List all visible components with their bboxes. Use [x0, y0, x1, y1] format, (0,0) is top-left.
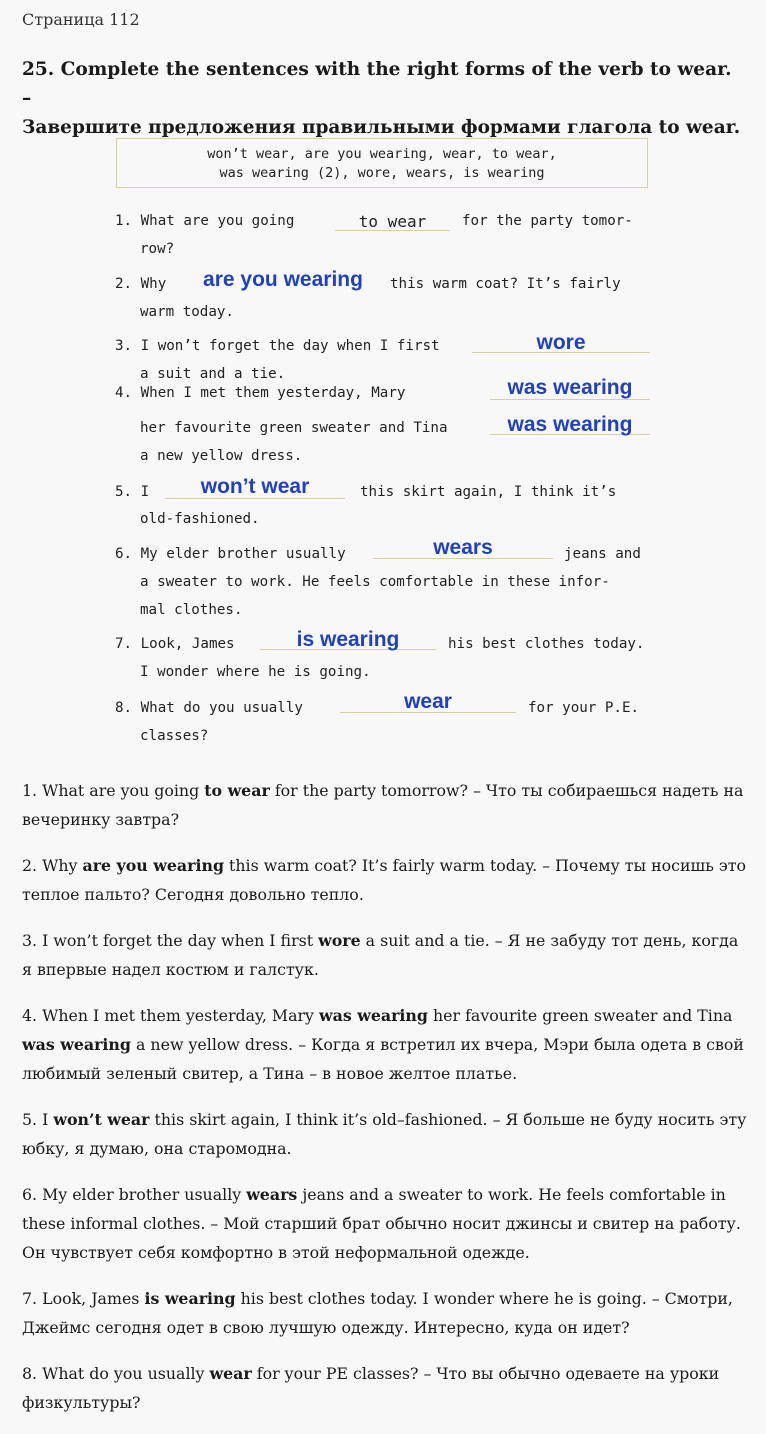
heading-ru: Завершите предложения правильными формами глагола to wear. [22, 117, 741, 138]
s7-part-c: I wonder where he is going. [140, 664, 371, 680]
heading-en: 25. Complete the sentences with the right forms of the verb to wear. – [22, 59, 732, 109]
answer-paragraph-5: 5. I won’t wear this skirt again, I think it’s old–fashioned. – Я больше не буду носить эту юбку, я думаю, она старомодна. [22, 1110, 747, 1158]
answer-5: won’t wear [200, 475, 310, 498]
s4-part-a: 4. When I met them yesterday, Mary [115, 385, 406, 401]
s7-part-b: his best clothes today. [448, 636, 645, 652]
word-box-line-1: won’t wear, are you wearing, wear, to wear, [207, 146, 557, 162]
answer-paragraph-6: 6. My elder brother usually wears jeans and a sweater to work. He feels comfortable in these informal clothes. – Мой старший брат обычно носит джинсы и свитер на работу. Он чувствует себя комфортно в этой неформальной одежде. [22, 1185, 741, 1262]
s6-part-d: mal clothes. [140, 602, 243, 618]
s2-part-a: 2. Why [115, 276, 167, 292]
answer-3: wore [536, 331, 586, 354]
s8-part-c: classes? [140, 728, 209, 744]
page-label: Страница 112 [22, 10, 140, 29]
s4-part-b: her favourite green sweater and Tina [140, 420, 448, 436]
answer-paragraph-4: 4. When I met them yesterday, Mary was wearing her favourite green sweater and Tina was wearing a new yellow dress. – Когда я встретил их вчера, Мэри была одета в свой любимый зеленый свитер, а Тина – в новое желтое платье. [22, 1006, 744, 1083]
s1-part-c: row? [140, 241, 175, 257]
s6-part-a: 6. My elder brother usually [115, 546, 346, 562]
s6-part-b: jeans and [564, 546, 641, 562]
s8-part-b: for your P.E. [528, 700, 640, 716]
s5-part-c: old-fashioned. [140, 511, 260, 527]
s5-part-b: this skirt again, I think it’s [360, 484, 617, 500]
answer-8: wear [404, 690, 452, 713]
s7-part-a: 7. Look, James [115, 636, 235, 652]
answers-list [22, 776, 752, 1434]
answer-paragraph-8: 8. What do you usually wear for your PE classes? – Что вы обычно одеваете на уроки физкультуры? [22, 1364, 720, 1412]
s2-part-c: warm today. [140, 304, 234, 320]
s3-part-a: 3. I won’t forget the day when I first [115, 338, 440, 354]
s4-part-c: a new yellow dress. [140, 448, 303, 464]
answer-4a: was wearing [507, 376, 633, 399]
s1-part-a: 1. What are you going [115, 213, 295, 229]
answer-paragraph-7: 7. Look, James is wearing his best clothes today. I wonder where he is going. – Смотри, Джеймс сегодня одет в свою лучшую одежду. Интересно, куда он идет? [22, 1289, 733, 1337]
answer-2: are you wearing [203, 268, 363, 291]
answer-7: is wearing [296, 628, 400, 651]
textbook-scan [100, 128, 660, 756]
answer-6: wears [433, 536, 493, 559]
answer-1: to wear [358, 212, 427, 231]
word-box [116, 138, 648, 188]
s3-part-b: a suit and a tie. [140, 366, 286, 382]
s1-part-b: for the party tomor- [462, 213, 633, 229]
s8-part-a: 8. What do you usually [115, 700, 303, 716]
s5-part-a: 5. I [115, 484, 150, 500]
answer-4b: was wearing [507, 413, 633, 436]
answer-paragraph-2: 2. Why are you wearing this warm coat? It’s fairly warm today. – Почему ты носишь это теплое пальто? Сегодня довольно тепло. [22, 856, 746, 904]
answer-paragraph-1: 1. What are you going to wear for the party tomorrow? – Что ты собираешься надеть на вечеринку завтра? [22, 781, 744, 829]
s6-part-c: a sweater to work. He feels comfortable in these infor- [140, 574, 610, 590]
word-box-line-2: was wearing (2), wore, wears, is wearing [219, 165, 545, 181]
answer-paragraph-3: 3. I won’t forget the day when I first wore a suit and a tie. – Я не забуду тот день, когда я впервые надел костюм и галстук. [22, 931, 739, 979]
s2-part-b: this warm coat? It’s fairly [390, 276, 621, 292]
